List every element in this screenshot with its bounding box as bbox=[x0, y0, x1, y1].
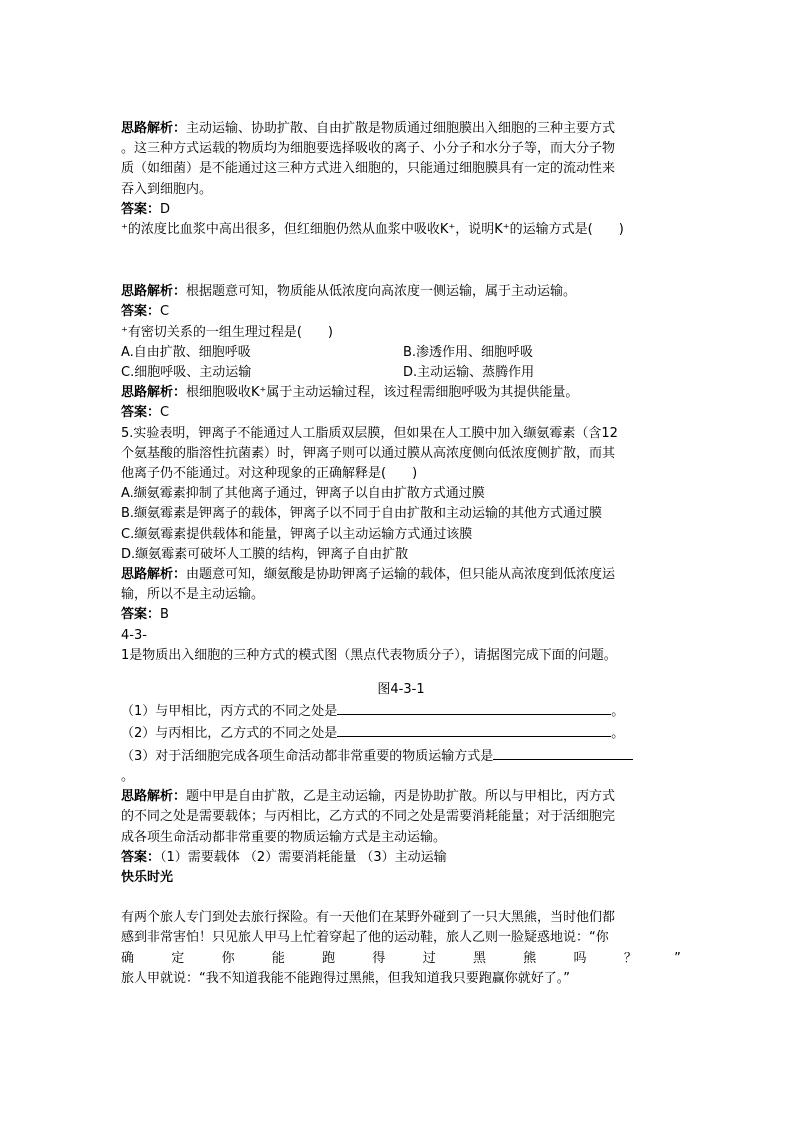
answer-label: 答案： bbox=[121, 304, 161, 320]
options-row bbox=[121, 363, 681, 383]
answer-value: C bbox=[160, 304, 170, 320]
story-char: ” bbox=[674, 950, 681, 966]
answer-line bbox=[121, 200, 681, 220]
question-text: 个氨基酸的脂溶性抗菌素）时，钾离子则可以通过膜从高浓度侧向低浓度侧扩散，而其 bbox=[121, 445, 616, 461]
answer-value: B bbox=[160, 607, 169, 623]
story-text: 有两个旅人专门到处去旅行探险。有一天他们在某野外碰到了一只大黑熊，当时他们都 bbox=[121, 910, 616, 926]
story-text: 感到非常害怕！只见旅人甲马上忙着穿起了他的运动鞋，旅人乙则一脸疑惑地说：“你 bbox=[121, 930, 609, 946]
option-d: D.主动运输、蒸腾作用 bbox=[403, 365, 535, 381]
story-justified-line bbox=[121, 949, 681, 969]
analysis-label: 思路解析： bbox=[121, 789, 187, 805]
analysis-paragraph bbox=[121, 119, 681, 139]
story-char: 熊 bbox=[523, 950, 537, 966]
analysis-text: 吞入到细胞内。 bbox=[121, 181, 213, 197]
option-a: A.缬氨霉素抑制了其他离子通过，钾离子以自由扩散方式通过膜 bbox=[121, 486, 485, 502]
answer-label: 答案： bbox=[121, 405, 161, 421]
analysis-text: 。这三种方式运载的物质均为细胞要选择吸收的离子、小分子和水分子等，而大分子物 bbox=[121, 141, 616, 157]
question-text: ⁺的浓度比血浆中高出很多，但红细胞仍然从血浆中吸收K⁺，说明K⁺的运输方式是( ) bbox=[121, 222, 624, 238]
analysis-paragraph bbox=[121, 383, 681, 403]
analysis-paragraph bbox=[121, 282, 681, 302]
story-char: ？ bbox=[623, 950, 637, 966]
story-char: 得 bbox=[372, 950, 386, 966]
options-row bbox=[121, 343, 681, 363]
sub-question-1 bbox=[121, 700, 681, 722]
sub-question-2 bbox=[121, 722, 681, 744]
answer-value: D bbox=[160, 201, 171, 217]
answer-blank bbox=[493, 745, 633, 760]
analysis-text: 根细胞吸收K⁺属于主动运输过程，该过程需细胞呼吸为其提供能量。 bbox=[186, 385, 579, 401]
analysis-text: 根据题意可知，物质能从低浓度向高浓度一侧运输，属于主动运输。 bbox=[186, 284, 577, 300]
sub-question-text: （2）与丙相比，乙方式的不同之处是 bbox=[121, 726, 338, 742]
answer-line bbox=[121, 302, 681, 322]
section-heading: 快乐时光 bbox=[121, 869, 174, 885]
answer-value: C bbox=[160, 405, 170, 421]
story-char: 跑 bbox=[322, 950, 336, 966]
story-char: 定 bbox=[171, 950, 185, 966]
option-b: B.渗透作用、细胞呼吸 bbox=[403, 344, 534, 360]
option-c: C.缬氨霉素提供载体和能量，钾离子以主动运输方式通过该膜 bbox=[121, 526, 473, 542]
analysis-text: 题中甲是自由扩散，乙是主动运输，丙是协助扩散。所以与甲相比，丙方式 bbox=[186, 789, 616, 805]
sub-question-text: （3）对于活细胞完成各项生命活动都非常重要的物质运输方式是 bbox=[121, 748, 494, 764]
period: 。 bbox=[611, 726, 625, 742]
story-char: 确 bbox=[121, 950, 135, 966]
analysis-text: 质（如细菌）是不能通过这三种方式进入细胞的，只能通过细胞膜具有一定的流动性来 bbox=[121, 161, 616, 177]
period: 。 bbox=[121, 768, 135, 784]
answer-line bbox=[121, 403, 681, 423]
question-text: ⁺有密切关系的一组生理过程是( ) bbox=[121, 324, 334, 340]
option-b: B.缬氨霉素是钾离子的载体，钾离子以不同于自由扩散和主动运输的其他方式通过膜 bbox=[121, 506, 603, 522]
analysis-text: 主动运输、协助扩散、自由扩散是物质通过细胞膜出入细胞的三种主要方式 bbox=[186, 121, 616, 136]
question-text: 他离子仍不能通过。对这种现象的正确解释是( ) bbox=[121, 466, 418, 482]
analysis-label: 思路解析： bbox=[121, 284, 187, 300]
sub-question-text: （1）与甲相比，丙方式的不同之处是 bbox=[121, 704, 338, 720]
spacer bbox=[121, 666, 681, 680]
answer-value: （1）需要载体 （2）需要消耗能量 （3）主动运输 bbox=[160, 849, 447, 865]
analysis-label: 思路解析： bbox=[121, 385, 187, 401]
answer-label: 答案： bbox=[121, 607, 161, 623]
document-content bbox=[121, 119, 681, 989]
analysis-text: 的不同之处是需要载体；与丙相比，乙方式的不同之处是需要消耗能量；对于活细胞完 bbox=[121, 809, 616, 825]
figure-reference: 4-3- bbox=[121, 627, 147, 643]
spacer bbox=[121, 888, 681, 908]
analysis-label: 思路解析： bbox=[121, 121, 187, 136]
analysis-paragraph bbox=[121, 787, 681, 807]
option-d: D.缬氨霉素可破坏人工膜的结构，钾离子自由扩散 bbox=[121, 546, 409, 562]
story-char: 过 bbox=[422, 950, 436, 966]
story-char: 吗 bbox=[573, 950, 587, 966]
figure-caption: 图4-3-1 bbox=[377, 682, 425, 698]
answer-label: 答案： bbox=[121, 849, 161, 865]
option-c: C.细胞呼吸、主动运输 bbox=[121, 365, 252, 381]
answer-line bbox=[121, 605, 681, 625]
answer-line bbox=[121, 848, 681, 868]
question-text: 5.实验表明，钾离子不能通过人工脂质双层膜，但如果在人工膜中加入缬氨霉素（含12 bbox=[121, 425, 618, 441]
spacer bbox=[121, 240, 681, 282]
option-a: A.自由扩散、细胞呼吸 bbox=[121, 344, 251, 360]
analysis-text: 由题意可知，缬氨酸是协助钾离子运输的载体，但只能从高浓度到低浓度运 bbox=[186, 567, 616, 583]
story-char: 能 bbox=[271, 950, 285, 966]
story-char: 你 bbox=[221, 950, 235, 966]
sub-question-3 bbox=[121, 745, 681, 767]
analysis-paragraph bbox=[121, 565, 681, 585]
analysis-text: 输，所以不是主动运输。 bbox=[121, 587, 265, 603]
period: 。 bbox=[611, 704, 625, 720]
answer-label: 答案： bbox=[121, 201, 161, 217]
story-text: 旅人甲就说：“我不知道我能不能跑得过黑熊，但我知道我只要跑赢你就好了。” bbox=[121, 970, 570, 986]
answer-blank bbox=[337, 722, 611, 737]
analysis-label: 思路解析： bbox=[121, 567, 187, 583]
question-text: 1是物质出入细胞的三种方式的模式图（黑点代表物质分子），请据图完成下面的问题。 bbox=[121, 647, 617, 663]
analysis-text: 成各项生命活动都非常重要的物质运输方式是主动运输。 bbox=[121, 829, 447, 845]
story-char: 黑 bbox=[472, 950, 486, 966]
answer-blank bbox=[337, 700, 611, 715]
